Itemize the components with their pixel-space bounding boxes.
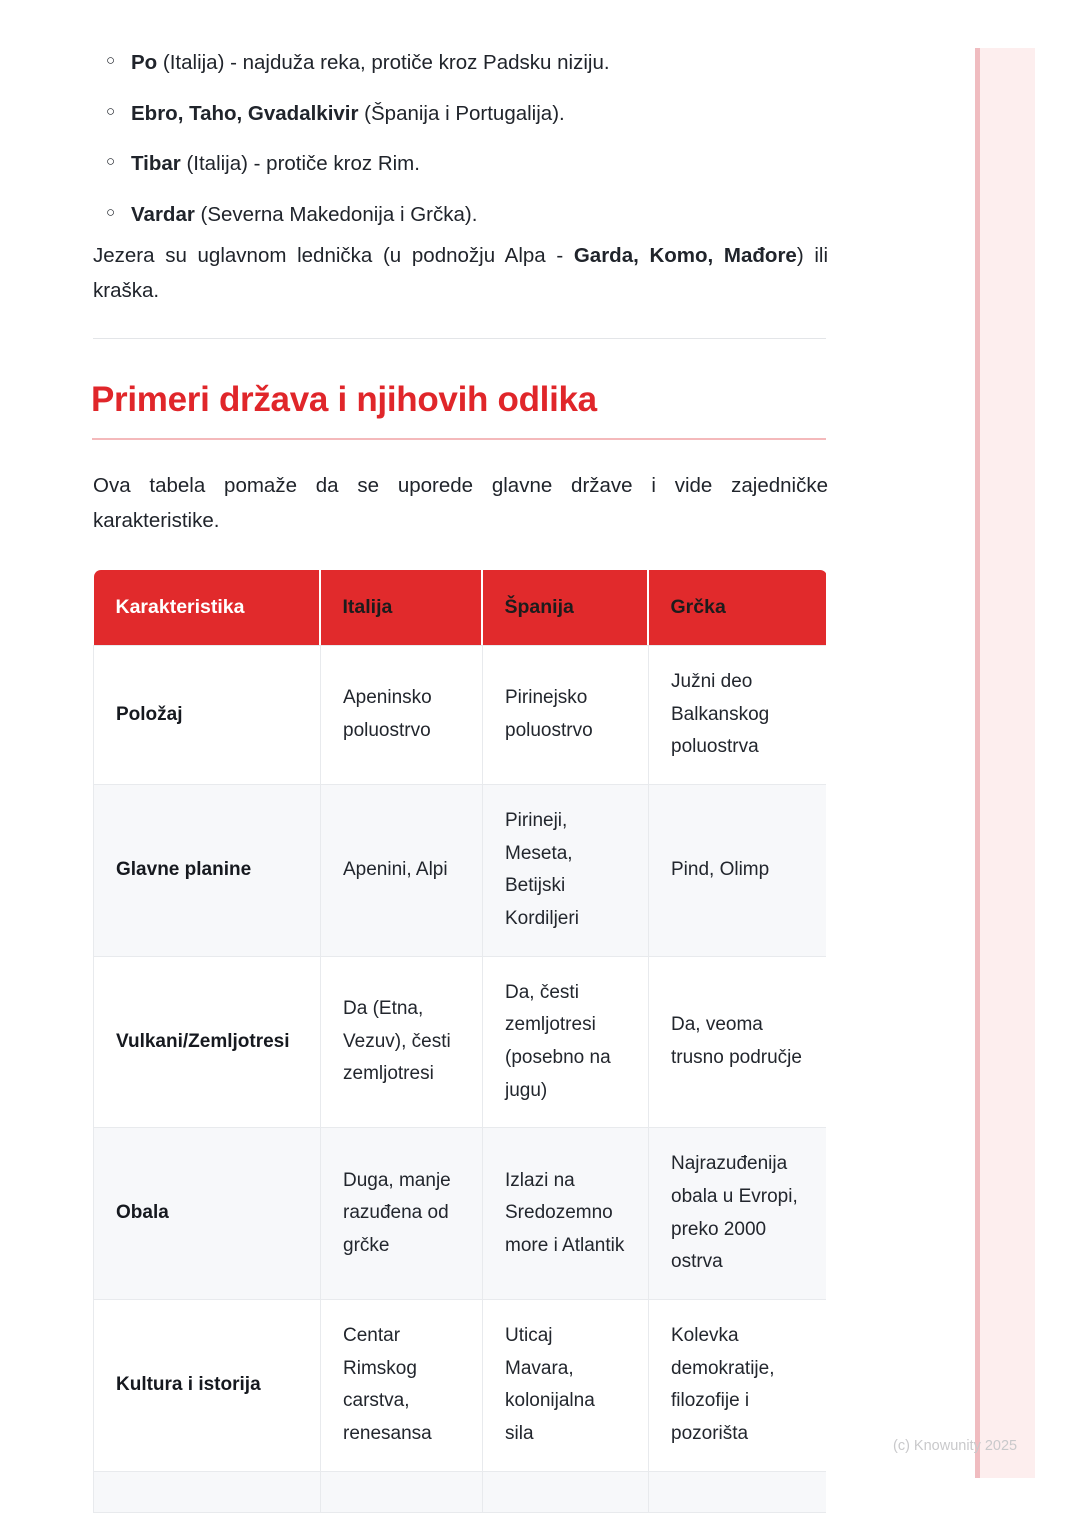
page-title: Primeri država i njihovih odlika	[91, 380, 597, 419]
cell-spanija: Pirineji, Meseta, Betijski Kordiljeri	[483, 785, 649, 957]
cell-italija: Apeninsko poluostrvo	[321, 646, 483, 785]
table-row	[94, 956, 827, 1128]
lakes-paragraph-emphasis: Garda, Komo, Mađore	[573, 244, 797, 267]
list-item-term: Tibar	[131, 152, 181, 176]
cell-spanija: Da, česti zemljotresi (posebno na jugu)	[483, 956, 649, 1128]
column-header-spanija: Španija	[483, 570, 649, 646]
table-row	[94, 1300, 827, 1472]
circle-bullet-icon: ○	[106, 102, 116, 120]
list-item-text: (Španija i Portugalija).	[358, 101, 565, 125]
right-decorative-band-line	[975, 48, 980, 1478]
list-item-text: (Italija) - najduža reka, protiče kroz Padsku niziju.	[157, 51, 610, 74]
list-item-term: Ebro, Taho, Gvadalkivir	[131, 101, 359, 125]
section-heading-underline	[92, 438, 826, 440]
list-item	[93, 99, 833, 129]
row-characteristic: Vulkani/Zemljotresi	[94, 956, 321, 1128]
column-header-italija: Italija	[321, 570, 483, 646]
list-item	[93, 48, 833, 78]
table-row-partial	[94, 1471, 827, 1512]
cell-grcka: Najrazuđenija obala u Evropi, preko 2000 ostrva	[649, 1128, 827, 1300]
row-characteristic: Glavne planine	[94, 785, 321, 957]
lakes-paragraph-post: ) ili kraška.	[93, 244, 828, 303]
cell-italija: Da (Etna, Vezuv), česti zemljotresi	[321, 956, 483, 1128]
list-item	[93, 200, 833, 230]
rivers-bullet-list	[93, 48, 833, 251]
cell-grcka: Pind, Olimp	[649, 785, 827, 957]
column-header-karakteristika: Karakteristika	[94, 570, 321, 646]
cell-grcka	[649, 1471, 827, 1512]
circle-bullet-icon: ○	[106, 153, 116, 171]
list-item	[93, 149, 833, 179]
cell-italija: Centar Rimskog carstva, renesansa	[321, 1300, 483, 1472]
cell-grcka: Kolevka demokratije, filozofije i pozorišta	[649, 1300, 827, 1472]
cell-spanija	[483, 1471, 649, 1512]
cell-spanija: Izlazi na Sredozemno more i Atlantik	[483, 1128, 649, 1300]
list-item-term: Po	[131, 51, 158, 74]
lakes-paragraph-pre: Jezera su uglavnom lednička (u podnožju Alpa -	[93, 244, 574, 267]
copyright-watermark: (c) Knowunity 2025	[893, 1438, 1018, 1454]
list-item-term: Vardar	[131, 203, 195, 227]
cell-grcka: Južni deo Balkanskog poluostrva	[649, 646, 827, 785]
table-row	[94, 785, 827, 957]
circle-bullet-icon: ○	[106, 52, 116, 69]
row-characteristic: Obala	[94, 1128, 321, 1300]
cell-italija: Apenini, Alpi	[321, 785, 483, 957]
row-characteristic: Položaj	[94, 646, 321, 785]
row-characteristic	[94, 1471, 321, 1512]
row-characteristic: Kultura i istorija	[94, 1300, 321, 1472]
circle-bullet-icon: ○	[106, 204, 116, 222]
table-row	[94, 1128, 827, 1300]
comparison-table	[93, 570, 826, 1513]
section-divider	[93, 338, 826, 339]
table-row	[94, 646, 827, 785]
list-item-text: (Italija) - protiče kroz Rim.	[180, 152, 420, 176]
table-body	[94, 646, 827, 1513]
cell-spanija: Uticaj Mavara, kolonijalna sila	[483, 1300, 649, 1472]
lakes-paragraph	[93, 238, 828, 309]
cell-italija	[321, 1471, 483, 1512]
cell-spanija: Pirinejsko poluostrvo	[483, 646, 649, 785]
table-intro-paragraph: Ova tabela pomaže da se uporede glavne države i vide zajedničke karakteristike.	[93, 474, 828, 533]
column-header-grcka: Grčka	[649, 570, 827, 646]
cell-grcka: Da, veoma trusno područje	[649, 956, 827, 1128]
right-decorative-band	[975, 48, 1035, 1478]
table-header	[94, 570, 827, 646]
list-item-text: (Severna Makedonija i Grčka).	[194, 203, 478, 227]
cell-italija: Duga, manje razuđena od grčke	[321, 1128, 483, 1300]
comparison-table-container	[93, 570, 826, 1528]
table-header-row	[94, 570, 827, 646]
